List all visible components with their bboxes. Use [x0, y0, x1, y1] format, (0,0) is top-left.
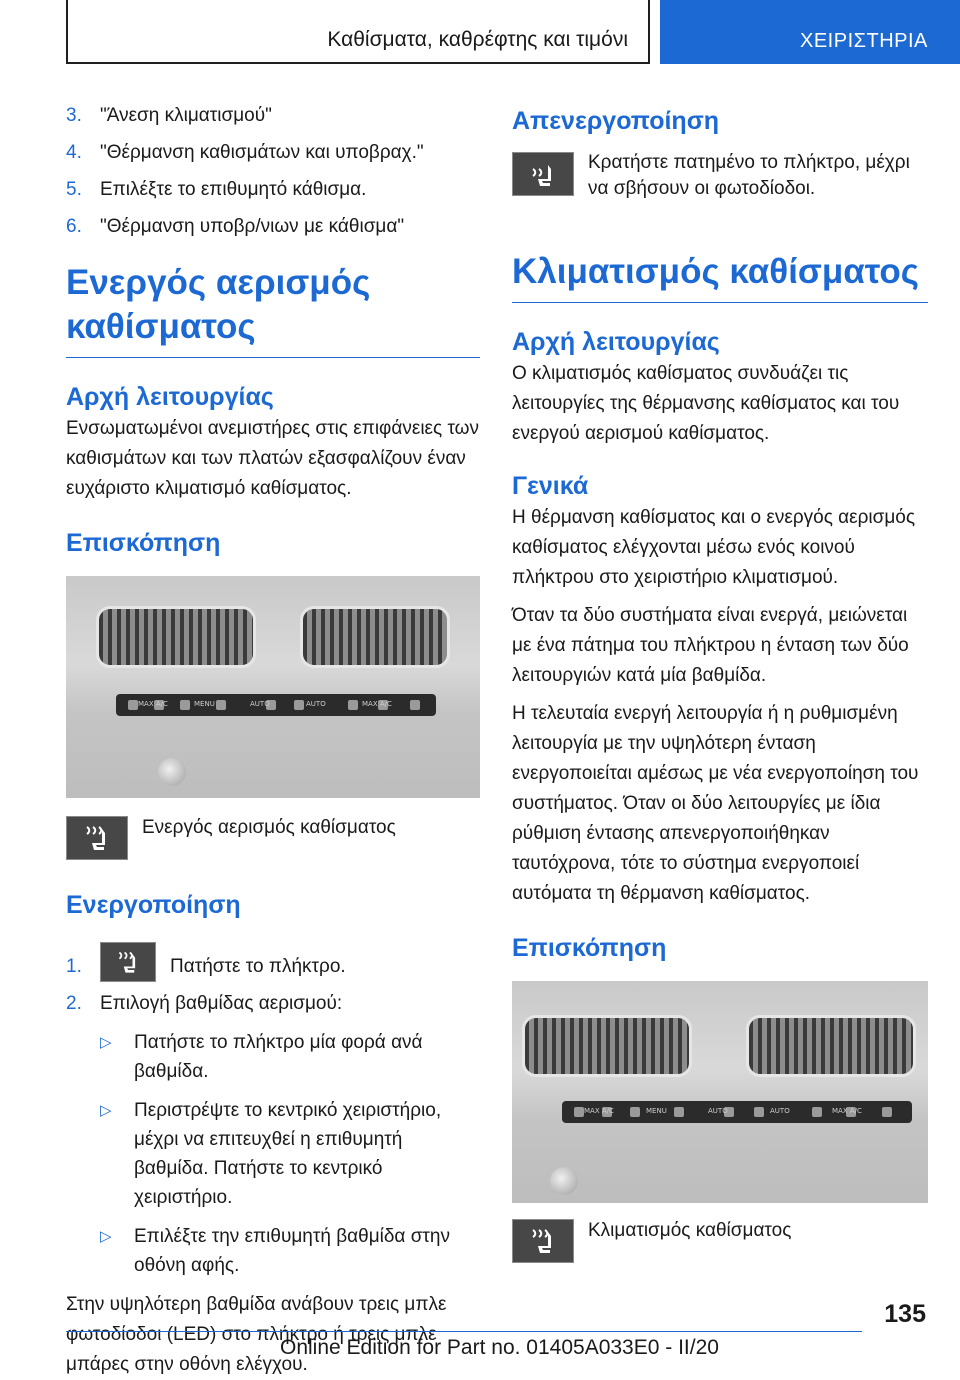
heading-active-ventilation: Ενεργός αερισμός καθίσματος	[66, 261, 480, 358]
chapter-title: ΧΕΙΡΙΣΤΗΡΙΑ	[800, 30, 928, 52]
climate-panel-photo	[512, 981, 928, 1203]
control-label: MAX A/C	[362, 700, 392, 708]
bullet-triangle-icon: ▷	[100, 1102, 112, 1119]
heading-activation: Ενεργοποίηση	[66, 891, 241, 919]
control-label: MAX A/C	[138, 700, 168, 708]
paragraph-general-3: Η τελευταία ενεργή λειτουργία ή η ρυθμισμένη λειτουργία με την υψηλότερη ένταση ενεργοποιείται αμέσως με νέα ενεργοποίηση του συστήματος. Όταν οι δύο λειτουργίες με ίδια ρύθμιση έντασης απενεργοποιήθηκαν ταυτόχρονα, τότε το σύστημα ενεργοποιεί αυτόματα τη θέρμανση καθίσματος.	[512, 703, 919, 904]
substep-list	[66, 1028, 480, 1280]
seat-ventilation-icon	[66, 816, 128, 860]
list-item: 6. "Θέρμανση υποβρ/νιων με κάθισμα"	[66, 216, 405, 237]
substep-item: ▷ Πατήστε το πλήκτρο μία φορά ανά βαθμίδα.	[100, 1028, 480, 1086]
control-label: AUTO	[250, 700, 270, 708]
control-label: MAX A/C	[832, 1107, 862, 1115]
substep-item: ▷ Επιλέξτε την επιθυμητή βαθμίδα στην οθόνη αφής.	[100, 1222, 480, 1280]
volume-knob	[158, 758, 186, 786]
control-label: AUTO	[770, 1107, 790, 1115]
paragraph-led-info: Στην υψηλότερη βαθμίδα ανάβουν τρεις μπλε φωτοδίοδοι (LED) στο πλήκτρο ή τρεις μπλε μπάρες στην οθόνη ελέγχου.	[66, 1294, 447, 1375]
heading-deactivation: Απενεργοποίηση	[512, 107, 720, 135]
air-vent-right	[746, 1015, 916, 1077]
section-title: Καθίσματα, καθρέφτης και τιμόνι	[327, 28, 628, 51]
control-label: AUTO	[306, 700, 326, 708]
air-vent-left	[522, 1015, 692, 1077]
icon-caption: Ενεργός αερισμός καθίσματος	[142, 817, 396, 838]
bullet-triangle-icon: ▷	[100, 1034, 112, 1051]
air-vent-left	[96, 606, 256, 668]
edition-text: Online Edition for Part no. 01405A033E0 - II/20	[280, 1336, 719, 1359]
left-column	[66, 100, 480, 1380]
icon-caption: Κλιματισμός καθίσματος	[588, 1220, 792, 1241]
climate-control-strip	[562, 1101, 912, 1123]
paragraph-principle: Ο κλιματισμός καθίσματος συνδυάζει τις λειτουργίες της θέρμανσης καθίσματος και του ενεργού αερισμού καθίσματος.	[512, 363, 900, 444]
control-label: MENU	[194, 700, 215, 708]
climate-panel-photo	[66, 576, 480, 798]
list-item: 5. Επιλέξτε το επιθυμητό κάθισμα.	[66, 179, 367, 200]
list-item: 3. "Άνεση κλιματισμού"	[66, 105, 272, 126]
bullet-triangle-icon: ▷	[100, 1228, 112, 1245]
substep-item: ▷ Περιστρέψτε το κεντρικό χειριστήριο, μέχρι να επιτευχθεί η επιθυμητή βαθμίδα. Πατήστε το κεντρικό χειριστήριο.	[100, 1096, 480, 1212]
heading-seat-climate: Κλιματισμός καθίσματος	[512, 250, 928, 303]
chapter-tab[interactable]	[660, 0, 960, 64]
volume-knob	[550, 1167, 578, 1195]
control-label: MAX A/C	[584, 1107, 614, 1115]
step-1: 1. Πατήστε το πλήκτρο.	[66, 942, 480, 984]
heading-principle: Αρχή λειτουργίας	[66, 383, 274, 411]
seat-climate-icon	[512, 1219, 574, 1263]
footer-divider	[66, 1331, 862, 1332]
step-2: 2. Επιλογή βαθμίδας αερισμού:	[66, 993, 343, 1014]
heading-general: Γενικά	[512, 472, 589, 500]
page-number: 135	[884, 1300, 926, 1328]
paragraph-general-2: Όταν τα δύο συστήματα είναι ενεργά, μειώνεται με ένα πάτημα του πλήκτρου η ένταση των δύο λειτουργιών κατά μία βαθμίδα.	[512, 605, 909, 686]
heading-overview: Επισκόπηση	[512, 934, 667, 962]
paragraph-principle: Ενσωματωμένοι ανεμιστήρες στις επιφάνειες των καθισμάτων και των πλατών εξασφαλίζουν έναν ευχάριστο κλιματισμό καθίσματος.	[66, 418, 480, 499]
right-column	[512, 100, 928, 1263]
heading-principle: Αρχή λειτουργίας	[512, 328, 720, 356]
seat-climate-icon	[512, 152, 574, 196]
paragraph-general-1: Η θέρμανση καθίσματος και ο ενεργός αερισμός καθίσματος ελέγχονται μέσω ενός κοινού πλήκτρου στο χειριστήριο κλιματισμού.	[512, 507, 916, 588]
control-label: MENU	[646, 1107, 667, 1115]
section-header	[66, 0, 650, 64]
control-label: AUTO	[708, 1107, 728, 1115]
air-vent-right	[300, 606, 450, 668]
climate-control-strip	[116, 694, 436, 716]
seat-ventilation-button-icon	[100, 942, 156, 982]
list-item: 4. "Θέρμανση καθισμάτων και υποβραχ."	[66, 142, 424, 163]
deactivation-text: Κρατήστε πατημένο το πλήκτρο, μέχρι να σβήσουν οι φωτοδίοδοι.	[588, 152, 910, 199]
heading-overview: Επισκόπηση	[66, 529, 221, 557]
